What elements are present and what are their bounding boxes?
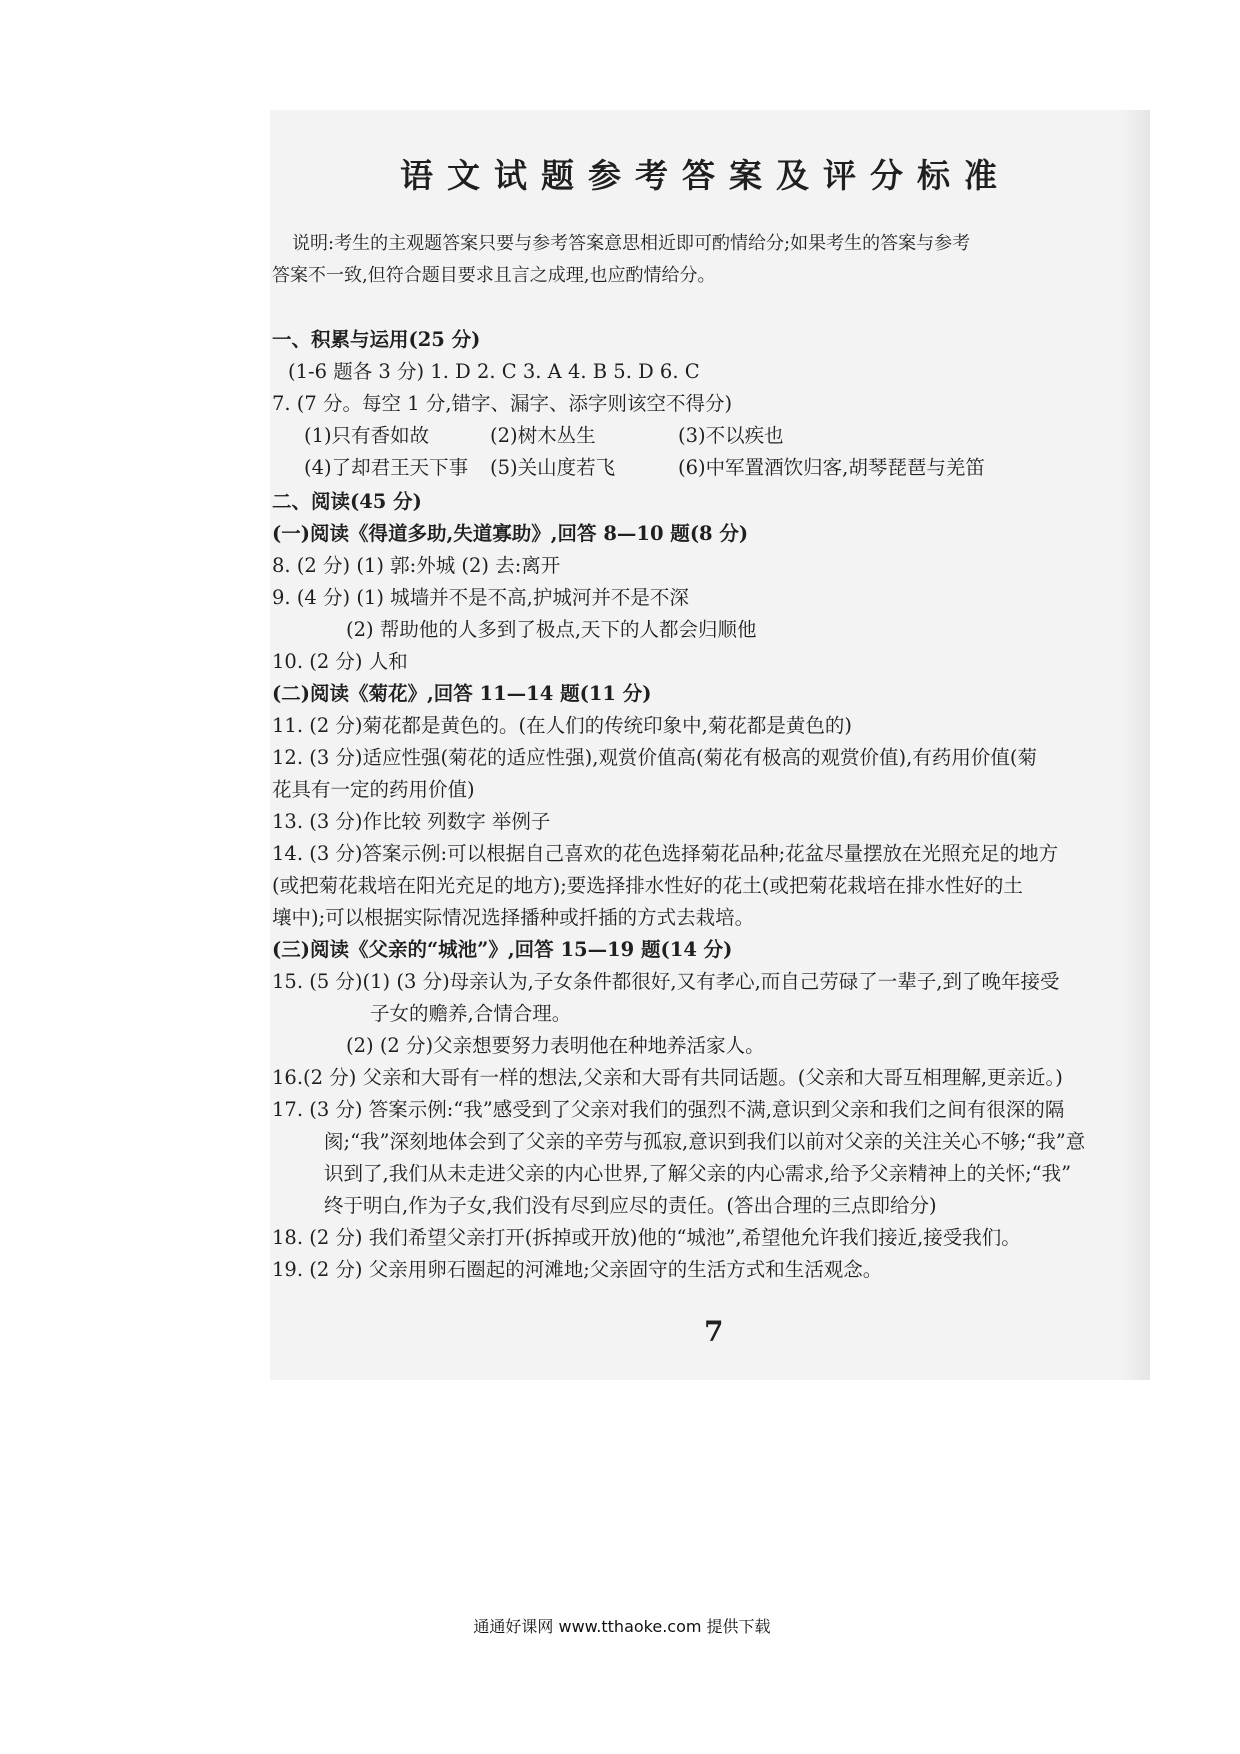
answer-q7-heading: 7. (7 分。每空 1 分,错字、漏字、添字则该空不得分) (272, 392, 733, 415)
section-heading-accumulation: 一、积累与运用(25 分) (272, 328, 481, 351)
answer-q17-line-3: 识到了,我们从未走进父亲的内心世界,了解父亲的内心需求,给予父亲精神上的关怀;“我” (324, 1162, 1072, 1185)
page-title: 语文试题参考答案及评分标准 (400, 156, 1011, 195)
answer-q7-4: (4)了却君王天下事 (304, 456, 469, 479)
answer-q15-line-2: 子女的赡养,合情合理。 (370, 1002, 572, 1025)
answer-q17-line-4: 终于明白,作为子女,我们没有尽到应尽的责任。(答出合理的三点即给分) (324, 1194, 937, 1217)
answer-q7-6: (6)中军置酒饮归客,胡琴琵琶与羌笛 (678, 456, 985, 479)
answer-q10: 10. (2 分) 人和 (272, 650, 408, 673)
scanned-page (270, 110, 1150, 1380)
reading-1-heading: (一)阅读《得道多助,失道寡助》,回答 8—10 题(8 分) (272, 522, 749, 545)
section-heading-reading: 二、阅读(45 分) (272, 490, 422, 513)
answer-q18: 18. (2 分) 我们希望父亲打开(拆掉或开放)他的“城池”,希望他允许我们接近,接受我们。 (272, 1226, 1021, 1249)
scan-edge-shadow (1120, 110, 1150, 1380)
answer-q13: 13. (3 分)作比较 列数字 举例子 (272, 810, 551, 833)
answer-q12-line-1: 12. (3 分)适应性强(菊花的适应性强),观赏价值高(菊花有极高的观赏价值),有药用价值(菊 (272, 746, 1037, 769)
answer-q14-line-2: (或把菊花栽培在阳光充足的地方);要选择排水性好的花土(或把菊花栽培在排水性好的土 (272, 874, 1023, 897)
answer-q15-line-1: 15. (5 分)(1) (3 分)母亲认为,子女条件都很好,又有孝心,而自己劳碌了一辈子,到了晚年接受 (272, 970, 1060, 993)
answer-q8: 8. (2 分) (1) 郭:外城 (2) 去:离开 (272, 554, 561, 577)
answer-q1-6: (1-6 题各 3 分) 1. D 2. C 3. A 4. B 5. D 6. C (288, 360, 700, 383)
answer-q14-line-3: 壤中);可以根据实际情况选择播种或扦插的方式去栽培。 (272, 906, 755, 929)
answer-q11: 11. (2 分)菊花都是黄色的。(在人们的传统印象中,菊花都是黄色的) (272, 714, 852, 737)
answer-q15-line-3: (2) (2 分)父亲想要努力表明他在种地养活家人。 (346, 1034, 765, 1057)
answer-q7-3: (3)不以疾也 (678, 424, 784, 447)
reading-2-heading: (二)阅读《菊花》,回答 11—14 题(11 分) (272, 682, 652, 705)
answer-q19: 19. (2 分) 父亲用卵石圈起的河滩地;父亲固守的生活方式和生活观念。 (272, 1258, 883, 1281)
reading-3-heading: (三)阅读《父亲的“城池”》,回答 15—19 题(14 分) (272, 938, 733, 961)
answer-q17-line-1: 17. (3 分) 答案示例:“我”感受到了父亲对我们的强烈不满,意识到父亲和我们之间有很深的隔 (272, 1098, 1065, 1121)
answer-q7-1: (1)只有香如故 (304, 424, 430, 447)
answer-q16: 16.(2 分) 父亲和大哥有一样的想法,父亲和大哥有共同话题。(父亲和大哥互相理解,更亲近。) (272, 1066, 1063, 1089)
answer-q17-line-2: 阂;“我”深刻地体会到了父亲的辛劳与孤寂,意识到我们以前对父亲的关注关心不够;“我”意 (324, 1130, 1086, 1153)
instruction-note-line-2: 答案不一致,但符合题目要求且言之成理,也应酌情给分。 (272, 265, 716, 286)
answer-q7-2: (2)树木丛生 (490, 424, 596, 447)
instruction-note-line-1: 说明:考生的主观题答案只要与参考答案意思相近即可酌情给分;如果考生的答案与参考 (292, 233, 971, 254)
download-source-footer: 通通好课网 www.tthaoke.com 提供下载 (473, 1617, 771, 1636)
page-number: 7 (704, 1315, 724, 1348)
answer-q9-line-1: 9. (4 分) (1) 城墙并不是不高,护城河并不是不深 (272, 586, 689, 609)
answer-q12-line-2: 花具有一定的药用价值) (272, 778, 475, 801)
answer-q7-5: (5)关山度若飞 (490, 456, 616, 479)
answer-q9-line-2: (2) 帮助他的人多到了极点,天下的人都会归顺他 (346, 618, 757, 641)
answer-q14-line-1: 14. (3 分)答案示例:可以根据自己喜欢的花色选择菊花品种;花盆尽量摆放在光照充足的地方 (272, 842, 1059, 865)
